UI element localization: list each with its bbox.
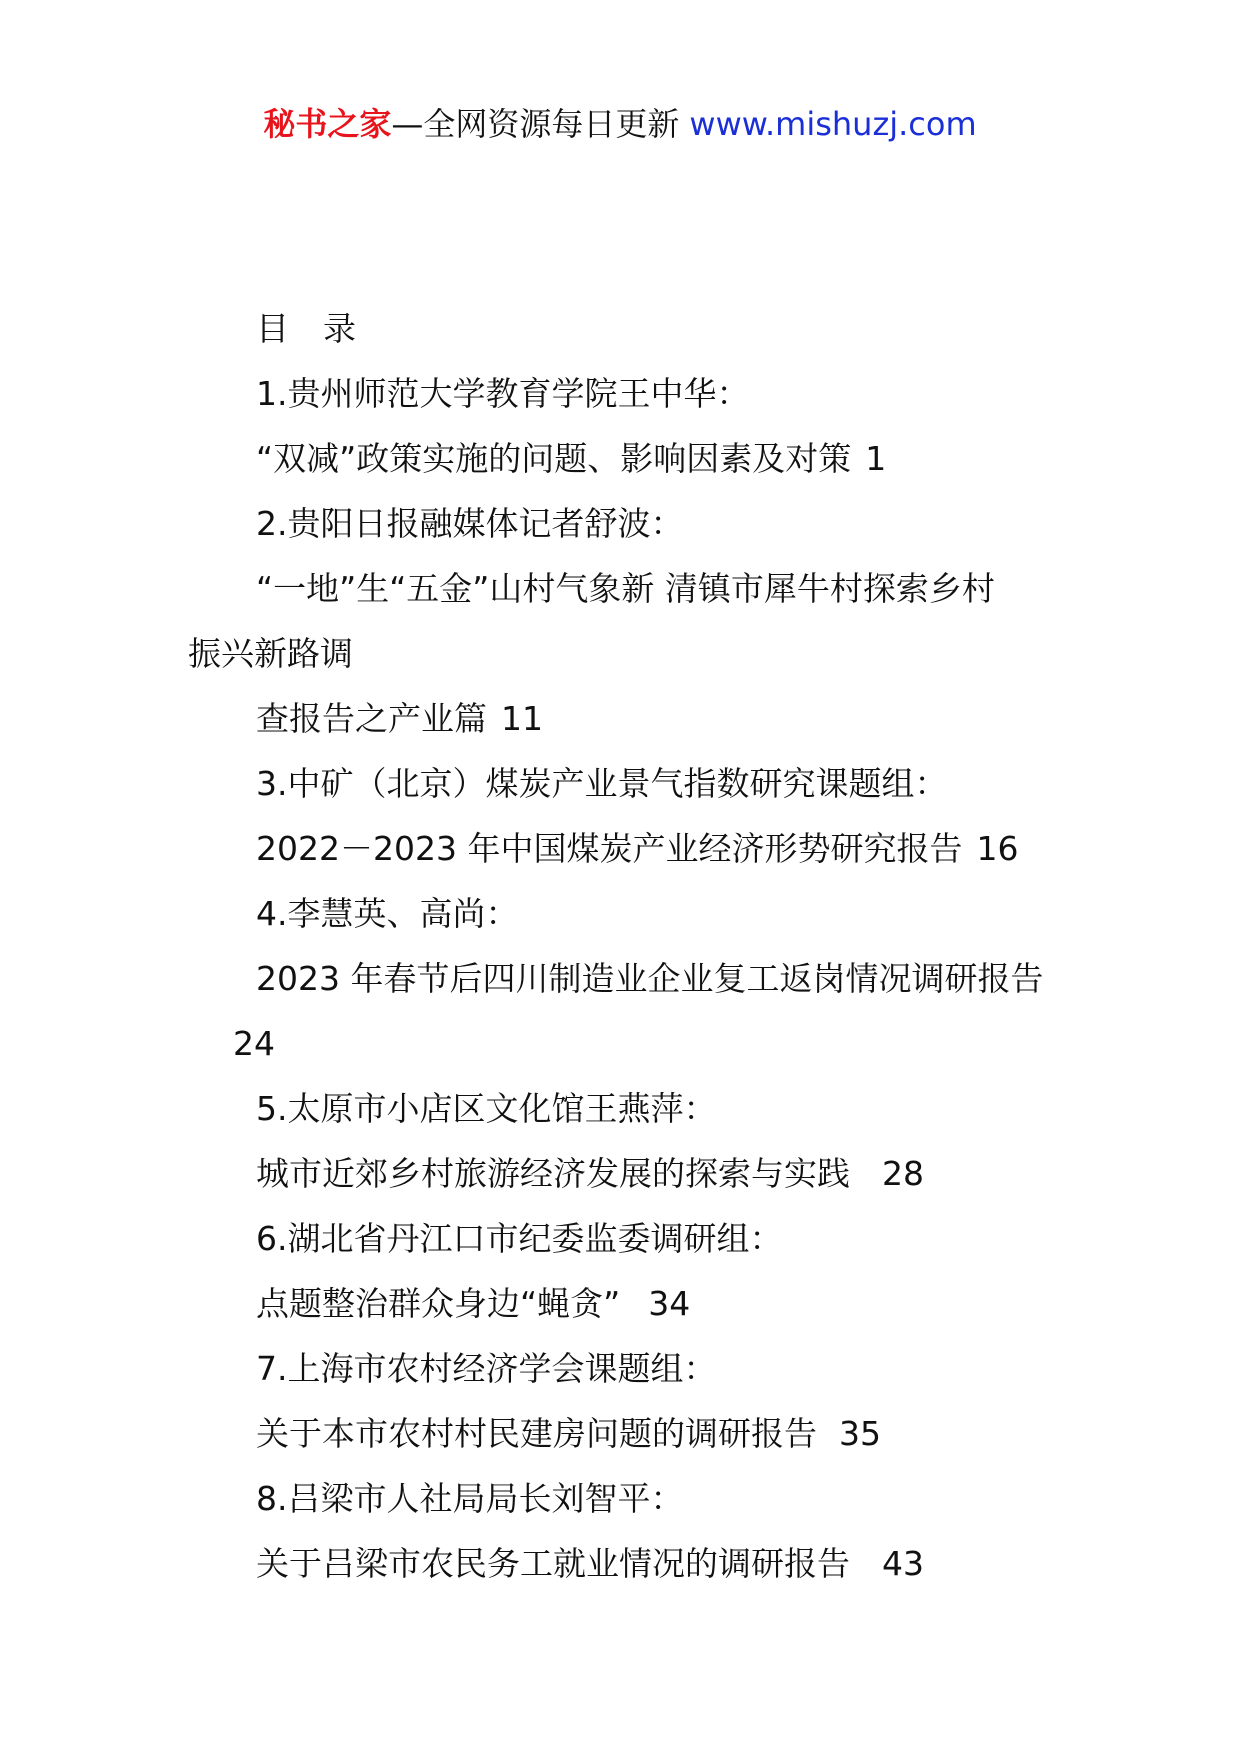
toc-page-number: 16	[976, 829, 1019, 868]
toc-entry-title-text: 2022－2023 年中国煤炭产业经济形势研究报告	[256, 829, 963, 868]
toc-entry-title[interactable]	[188, 426, 1068, 491]
toc-entry-title-text: 关于吕梁市农民务工就业情况的调研报告	[256, 1544, 850, 1583]
toc-entry-title-text: “一地”生“五金”山村气象新 清镇市犀牛村探索乡村	[256, 569, 995, 608]
site-header	[0, 100, 1240, 148]
toc-entry-author: 3.中矿（北京）煤炭产业景气指数研究课题组：	[256, 764, 948, 803]
toc-entry-title[interactable]	[188, 816, 1068, 881]
toc-entry-author: 1.贵州师范大学教育学院王中华：	[256, 374, 750, 413]
toc-entry-title-continued: 振兴新路调	[188, 634, 353, 673]
toc-entry-author: 5.太原市小店区文化馆王燕萍：	[256, 1089, 717, 1128]
toc-page-number: 11	[501, 699, 543, 738]
toc-entry-title[interactable]	[188, 1271, 1068, 1336]
toc-entry-title-text: 点题整治群众身边“蝇贪”	[256, 1284, 621, 1323]
table-of-contents	[188, 296, 1068, 1596]
toc-title-char-2: 录	[323, 309, 356, 348]
toc-page-number: 34	[648, 1284, 691, 1323]
toc-entry-title-text: 2023 年春节后四川制造业企业复工返岗情况调研报告	[256, 959, 1044, 998]
toc-entry-title-text: 关于本市农村村民建房问题的调研报告	[256, 1414, 817, 1453]
toc-entry-author: 2.贵阳日报融媒体记者舒波：	[256, 504, 684, 543]
toc-entry-title-text: 城市近郊乡村旅游经济发展的探索与实践	[256, 1154, 850, 1193]
toc-title-char-1: 目	[256, 309, 289, 348]
toc-page-number: 28	[882, 1154, 924, 1193]
toc-page-number: 1	[865, 439, 887, 478]
toc-entry-author: 6.湖北省丹江口市纪委监委调研组：	[256, 1219, 783, 1258]
toc-entry-author: 4.李慧英、高尚：	[256, 894, 519, 933]
toc-title	[188, 296, 1068, 361]
toc-entry-title[interactable]	[188, 1531, 1068, 1596]
toc-entry-title[interactable]	[188, 946, 1068, 1011]
brand-slogan: —全网资源每日更新	[391, 105, 680, 143]
brand-name: 秘书之家	[263, 105, 392, 143]
toc-entry-title[interactable]	[188, 1401, 1068, 1466]
toc-entry-title-continued[interactable]	[188, 686, 1068, 751]
toc-entry-author: 7.上海市农村经济学会课题组：	[256, 1349, 717, 1388]
site-url-link[interactable]: www.mishuzj.com	[689, 105, 977, 143]
toc-page-number: 35	[839, 1414, 881, 1453]
toc-entry-title[interactable]	[188, 1141, 1068, 1206]
toc-entry-author: 8.吕梁市人社局局长刘智平：	[256, 1479, 684, 1518]
toc-entry-title-text: 查报告之产业篇	[256, 699, 487, 738]
toc-entry-title[interactable]	[188, 556, 1068, 621]
toc-entry-title-text: “双减”政策实施的问题、影响因素及对策	[256, 439, 852, 478]
toc-page-number: 43	[882, 1544, 924, 1583]
toc-page-number: 24	[233, 1024, 275, 1063]
